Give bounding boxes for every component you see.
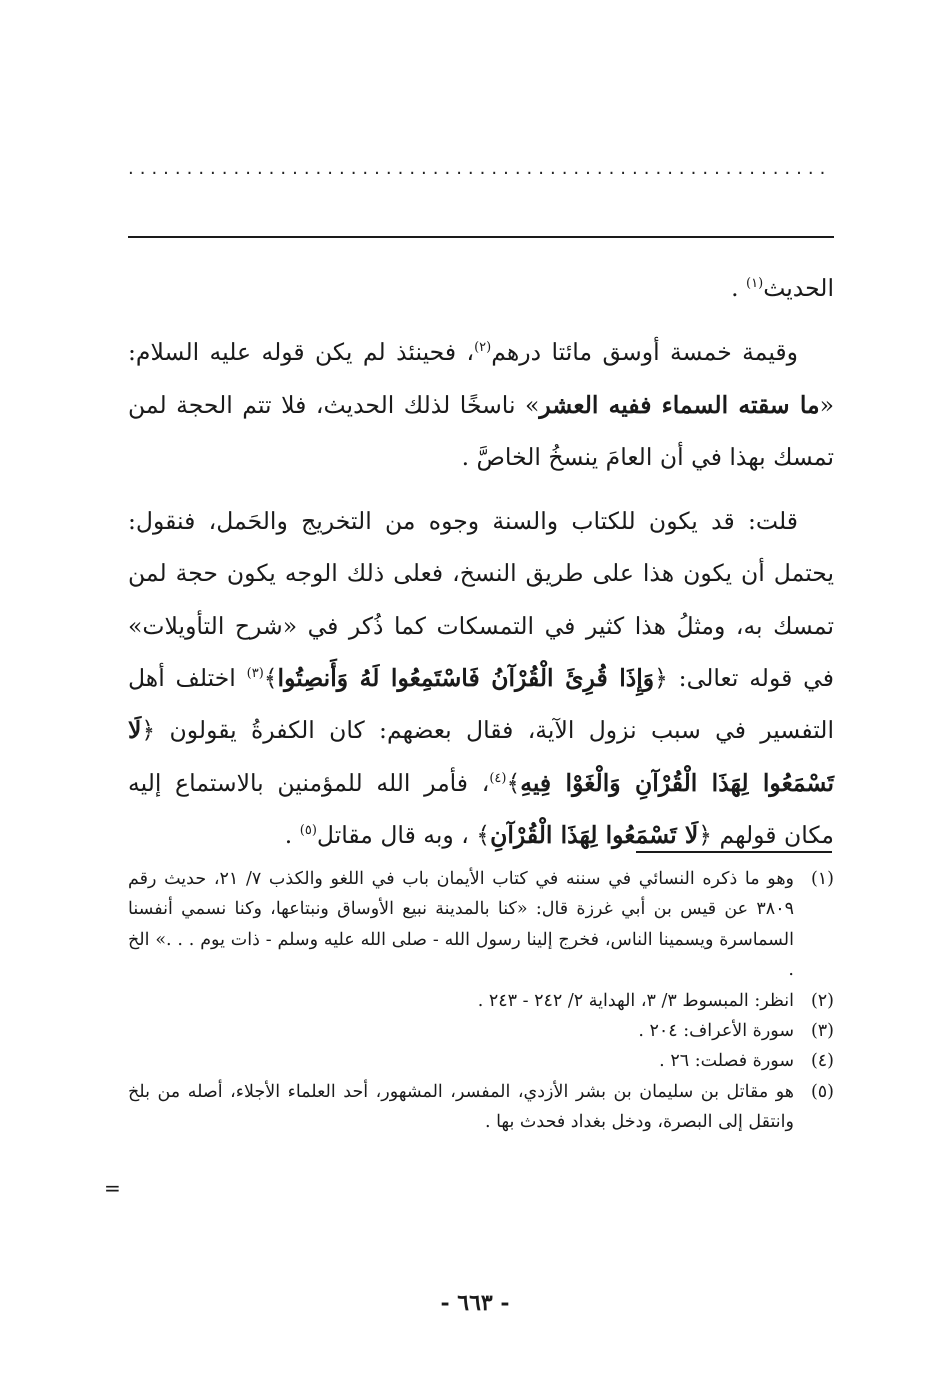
footnote-1 xyxy=(128,864,834,986)
quran-verse-3: لَا تَسْمَعُوا لِهَذَا الْقُرْآنِ xyxy=(490,820,699,849)
page-number: - ٦٦٣ - xyxy=(440,1290,510,1316)
p1-text: الحديث xyxy=(763,274,834,302)
footnote-text: انظر: المبسوط ٣/ ٣، الهداية ٢/ ٢٤٢ - ٢٤٣ . xyxy=(477,990,794,1011)
footnote-separator xyxy=(636,851,832,853)
p2-s2: ، فحينئذ لم يكن قوله عليه السلام: « xyxy=(128,338,834,419)
footnote-text: هو مقاتل بن سليمان بن بشر الأزدي، المفسر، المشهور، أحد العلماء الأجلاء، أصله من بلخ وانتقل إلى البصرة، ودخل بغداد فحدث بها . xyxy=(128,1081,794,1133)
footnote-ref-4[interactable]: (٤) xyxy=(489,770,507,786)
p3-s4: ﴾ xyxy=(506,768,521,797)
footnote-number: (٤) xyxy=(810,1051,834,1072)
paragraph-2 xyxy=(128,326,834,483)
footnote-ref-1[interactable]: (١) xyxy=(746,276,764,292)
quran-verse-1: وَإِذَا قُرِئَ الْقُرْآنُ فَاسْتَمِعُوا لَهُ وَأَنصِتُوا xyxy=(277,664,655,693)
footnote-2 xyxy=(128,986,834,1016)
continuation-mark: = xyxy=(104,1176,121,1200)
p1-tail: . xyxy=(731,274,747,302)
footnote-number: (٣) xyxy=(810,1021,834,1042)
footnote-text: سورة فصلت: ٢٦ . xyxy=(659,1051,794,1072)
p2-s1: وقيمة خمسة أوسق مائتا درهم xyxy=(491,338,798,367)
footnote-number: (٥) xyxy=(810,1081,834,1102)
footnote-5 xyxy=(128,1077,834,1138)
main-body-text xyxy=(128,262,834,861)
footnote-text: وهو ما ذكره النسائي في سننه في كتاب الأيمان باب في اللغو والكذب ٧/ ٢١، حديث رقم ٣٨٠٩ عن قيس بن أبي غرزة قال: «كنا بالمدينة نبيع الأوساق ونبتاعها، وكنا نسمي أنفسنا السماسرة ويسمينا الناس، فخرج إلينا رسول الله - صلى الله عليه وسلم - ذات يوم . . .» الخ . xyxy=(128,869,795,981)
footnote-4 xyxy=(128,1046,834,1076)
footnote-ref-5[interactable]: (٥) xyxy=(299,823,317,839)
footnote-ref-3[interactable]: (٣) xyxy=(246,666,264,682)
footnote-3 xyxy=(128,1016,834,1046)
header-rule xyxy=(128,236,834,238)
top-dotted-line: ............................................................ xyxy=(128,158,832,179)
footnote-number: (١) xyxy=(810,869,834,889)
footnotes-section xyxy=(128,864,834,1138)
footnote-ref-2[interactable]: (٢) xyxy=(474,340,492,356)
quran-verse-2: لَا تَسْمَعُوا لِهَذَا الْقُرْآنِ وَالْغَوْا فِيهِ xyxy=(128,716,835,797)
p3-s6: ﴾ ، وبه قال مقاتل xyxy=(316,820,491,849)
footnote-number: (٢) xyxy=(810,990,834,1011)
p2-s3: » ناسخًا لذلك الحديث، فلا تتم الحجة لمن تمسك بهذا في أن العامَ ينسخُ الخاصَّ . xyxy=(128,390,834,471)
paragraph-1 xyxy=(128,262,834,314)
hadith-quote: ما سقته السماء ففيه العشر xyxy=(539,390,820,419)
p3-s1: قلت: قد يكون للكتاب والسنة وجوه من التخريج والحَمل، فنقول: يحتمل أن يكون هذا على طريق النسخ، فعلى ذلك الوجه يكون حجة لمن تمسك به، ومثلُ هذا كثير في التمسكات كما ذُكر في «شرح التأويلات» في قوله تعالى: ﴿ xyxy=(128,507,834,693)
p3-s2: ﴾ xyxy=(263,664,278,693)
p3-s7: . xyxy=(284,820,300,849)
footnote-text: سورة الأعراف: ٢٠٤ . xyxy=(638,1021,794,1042)
p3-s3: اختلف أهل التفسير في سبب نزول الآية، فقال بعضهم: كان الكفرةُ يقولون ﴿ xyxy=(128,664,834,745)
p3-s5: ، فأمر الله للمؤمنين بالاستماع إليه مكان قولهم ﴿ xyxy=(128,768,834,849)
paragraph-3 xyxy=(128,495,834,861)
